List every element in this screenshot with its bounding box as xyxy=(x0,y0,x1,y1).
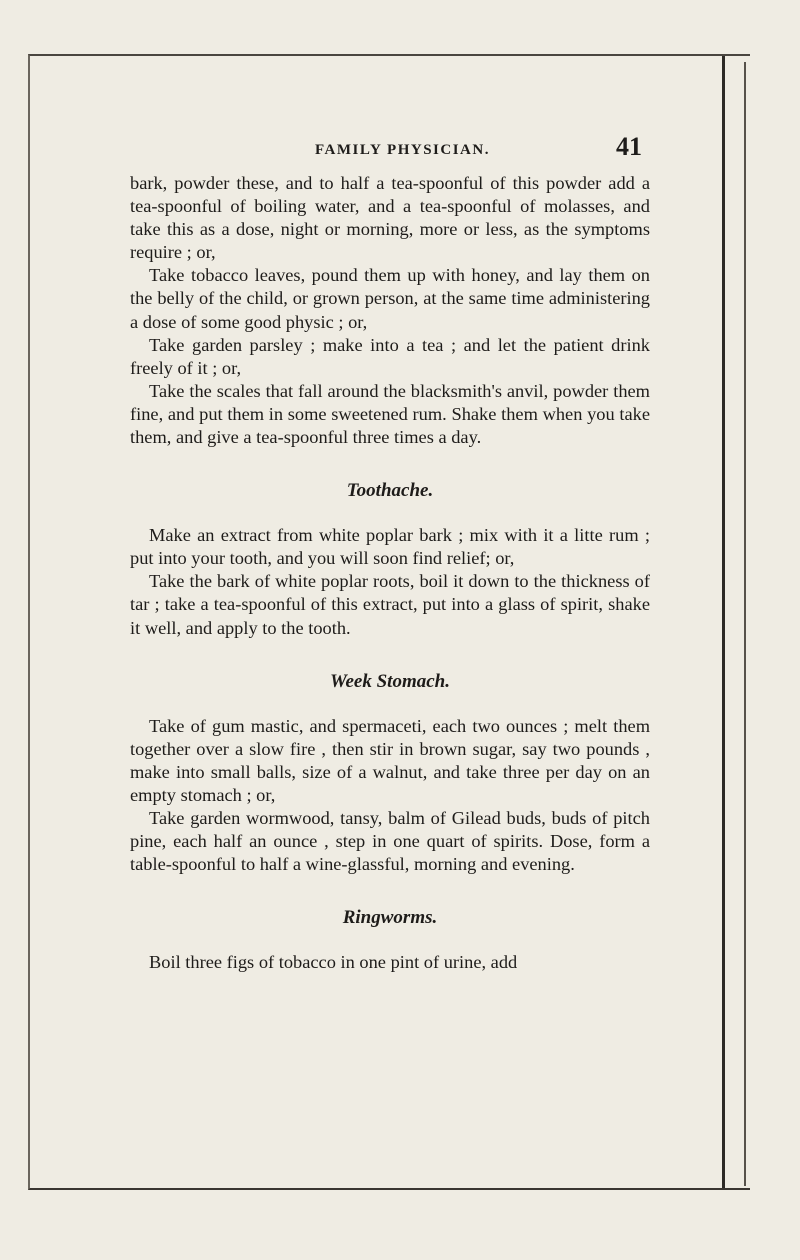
section-heading-week-stomach: Week Stomach. xyxy=(330,670,450,692)
paragraph: bark, powder these, and to half a tea-spoonful of this powder add a tea-spoonful of boiling water, and a tea-spoonful of molasses, and take this as a dose, night or morning, more or less, as the symptoms require ; or, xyxy=(130,173,650,263)
paragraph: Take garden wormwood, tansy, balm of Gilead buds, buds of pitch pine, each half an ounce , step in one quart of spirits. Dose, form a table-spoonful to half a wine-glassful, morning and evening. xyxy=(130,807,650,875)
page-edge-line xyxy=(722,56,725,1188)
paragraph: Take tobacco leaves, pound them up with honey, and lay them on the belly of the child, or grown person, at the same time administering a dose of some good physic ; or, xyxy=(130,265,650,332)
paragraph: Take the scales that fall around the blacksmith's anvil, powder them fine, and put them in some sweetened rum. Shake them when you take them, and give a tea-spoonful three times a day. xyxy=(130,380,650,448)
section-heading-ringworms: Ringworms. xyxy=(342,907,438,929)
paragraph: Take the bark of white poplar roots, boil it down to the thickness of tar ; take a tea-spoonful of this extract, put into a glass of spirit, shake it well, and apply to the tooth. xyxy=(130,571,650,638)
paragraph: Make an extract from white poplar bark ; mix with it a litte rum ; put into your tooth, and you will soon find relief; or, xyxy=(130,525,650,569)
running-title: FAMILY PHYSICIAN. xyxy=(315,142,490,158)
text-body xyxy=(130,172,650,974)
section-heading-toothache: Toothache. xyxy=(346,480,434,502)
paragraph: Take garden parsley ; make into a tea ; and let the patient drink freely of it ; or, xyxy=(130,334,650,378)
paragraph: Boil three figs of tobacco in one pint of urine, add xyxy=(149,952,518,973)
paragraph: Take of gum mastic, and spermaceti, each two ounces ; melt them together over a slow fire , then stir in brown sugar, say two pounds , make into small balls, size of a walnut, and take three per day on an empty stomach ; or, xyxy=(130,715,650,805)
page-number: 41 xyxy=(616,132,642,161)
running-head xyxy=(130,132,650,168)
page-edge-line-outer xyxy=(744,62,746,1186)
